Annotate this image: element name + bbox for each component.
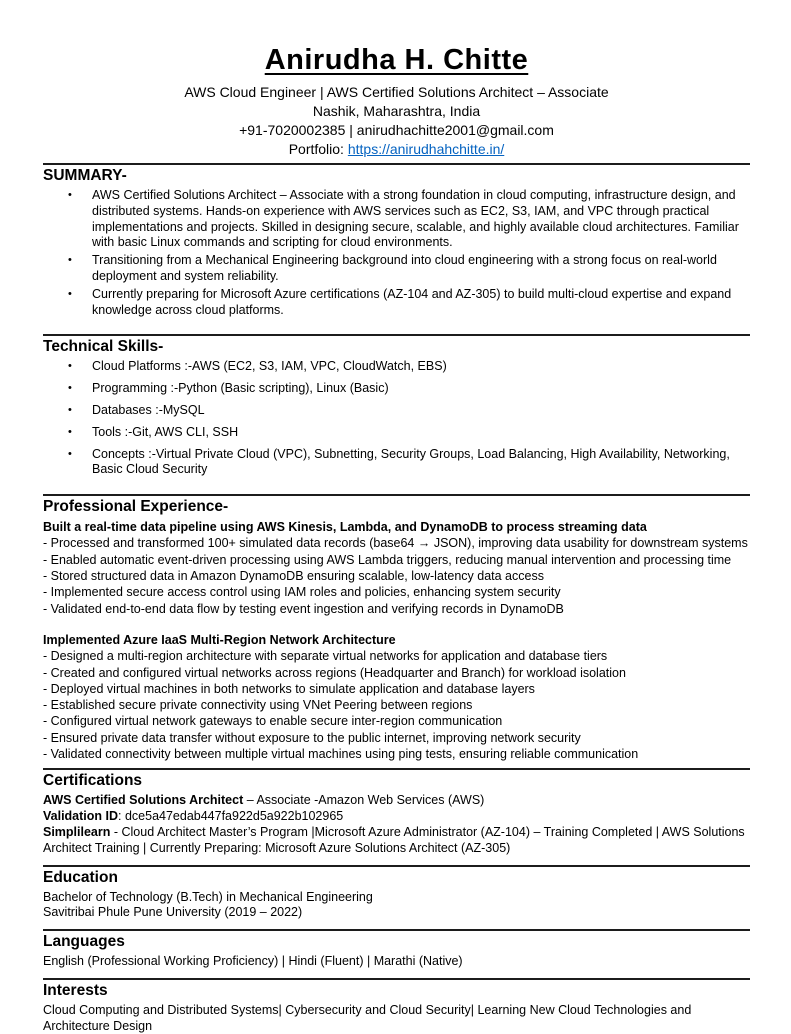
- experience-heading: Professional Experience-: [43, 498, 229, 516]
- list-item: [68, 381, 750, 397]
- certification-detail: – Associate -Amazon Web Services (AWS): [243, 793, 485, 808]
- skill-bullet: Programming :-Python (Basic scripting), Linux (Basic): [92, 381, 389, 396]
- skill-bullet: Concepts :-Virtual Private Cloud (VPC), Subnetting, Security Groups, Load Balancing, High Availability, Networking, Basic Cloud Security: [92, 446, 730, 477]
- languages-heading: Languages: [43, 933, 125, 951]
- divider: [43, 865, 750, 867]
- project-title: Built a real-time data pipeline using AWS Kinesis, Lambda, and DynamoDB to process streaming data: [43, 520, 647, 535]
- skills-list: [43, 359, 750, 478]
- list-item: [68, 447, 750, 479]
- education-university: Savitribai Phule Pune University (2019 – 2022): [43, 905, 303, 920]
- project-point: - Established secure private connectivity using VNet Peering between regions: [43, 698, 473, 713]
- candidate-name: Anirudha H. Chitte: [264, 44, 529, 76]
- bullet-icon: •: [68, 447, 72, 460]
- project-point: - Processed and transformed 100+ simulated data records (base64 → JSON), improving data usability for downstream systems: [43, 536, 748, 551]
- validation-id-value: : dce5a47edab447fa922d5a922b102965: [118, 809, 344, 824]
- section-languages: [43, 933, 750, 974]
- bullet-icon: •: [68, 403, 72, 416]
- bullet-icon: •: [68, 360, 72, 373]
- education-degree: Bachelor of Technology (B.Tech) in Mechanical Engineering: [43, 889, 373, 904]
- bullet-icon: •: [68, 287, 72, 300]
- skills-heading: Technical Skills-: [43, 338, 164, 356]
- section-experience: [43, 498, 750, 764]
- simplilearn-label: Simplilearn: [43, 824, 111, 839]
- experience-project: [43, 632, 750, 762]
- project-point: - Ensured private data transfer without exposure to the public internet, improving network security: [43, 730, 581, 745]
- certifications-heading: Certifications: [43, 772, 143, 790]
- candidate-title-line: AWS Cloud Engineer | AWS Certified Solutions Architect – Associate: [184, 84, 609, 100]
- section-skills: [43, 338, 750, 490]
- candidate-location: Nashik, Maharashtra, India: [312, 103, 481, 119]
- project-point: - Deployed virtual machines in both networks to simulate application and database layers: [43, 681, 535, 696]
- interests-line: Cloud Computing and Distributed Systems| Cybersecurity and Cloud Security| Learning New Cloud Technologies and Architecture Design: [43, 1002, 692, 1033]
- certification-aws-line: [43, 793, 750, 809]
- bullet-icon: •: [68, 189, 72, 201]
- project-point: - Implemented secure access control using IAM roles and policies, enhancing system security: [43, 585, 561, 600]
- project-point: - Configured virtual network gateways to enable secure inter-region communication: [43, 714, 503, 729]
- skill-bullet: Cloud Platforms :-AWS (EC2, S3, IAM, VPC, CloudWatch, EBS): [92, 359, 447, 374]
- summary-bullet: Currently preparing for Microsoft Azure certifications (AZ-104 and AZ-305) to build multi-cloud expertise and expand knowledge across cloud platforms.: [92, 286, 732, 317]
- interests-heading: Interests: [43, 981, 108, 999]
- project-point: - Validated end-to-end data flow by testing event ingestion and verifying records in DynamoDB: [43, 601, 564, 616]
- summary-heading: SUMMARY-: [43, 167, 127, 184]
- divider: [43, 929, 750, 931]
- list-item: [68, 253, 750, 285]
- divider: [43, 768, 750, 770]
- skill-bullet: Tools :-Git, AWS CLI, SSH: [92, 424, 239, 439]
- portfolio-line: [43, 140, 750, 159]
- bullet-icon: •: [68, 254, 72, 267]
- section-summary: [43, 167, 750, 330]
- certification-validation-line: [43, 809, 750, 825]
- education-heading: Education: [43, 868, 118, 886]
- project-title: Implemented Azure IaaS Multi-Region Network Architecture: [43, 632, 396, 647]
- section-interests: [43, 982, 750, 1034]
- simplilearn-detail: - Cloud Architect Master’s Program |Microsoft Azure Administrator (AZ-104) – Training Completed | AWS Solutions Architect Training | Currently Preparing: Microsoft Azure Solutions Architect (AZ-305): [43, 824, 745, 855]
- skill-bullet: Databases :-MySQL: [92, 402, 205, 417]
- portfolio-link[interactable]: https://anirudhahchitte.in/: [347, 141, 505, 157]
- project-point: - Created and configured virtual networks across regions (Headquarter and Branch) for workload isolation: [43, 665, 626, 680]
- list-item: [68, 188, 750, 251]
- list-item: [68, 403, 750, 419]
- divider-top: [43, 163, 750, 165]
- summary-list: [43, 188, 750, 318]
- summary-bullet: AWS Certified Solutions Architect – Associate with a strong foundation in cloud computing, infrastructure design, and distributed systems. Hands-on experience with AWS services such as EC2, S3, IAM, and VPC through practical implementations and projects. Skilled in designing secure, scalable, and highly available cloud architectures. Familiar with basic Linux commands and scripting for cloud environments.: [92, 188, 739, 250]
- validation-id-label: Validation ID: [43, 809, 119, 824]
- summary-bullet: Transitioning from a Mechanical Engineering background into cloud engineering with a strong focus on real-world deployment and system reliability.: [92, 253, 717, 283]
- certification-name: AWS Certified Solutions Architect: [43, 793, 244, 808]
- certification-simplilearn-line: [43, 825, 750, 857]
- project-point: - Validated connectivity between multiple virtual machines using ping tests, ensuring reliable communication: [43, 747, 639, 762]
- project-point: - Stored structured data in Amazon DynamoDB ensuring scalable, low-latency data access: [43, 569, 544, 584]
- section-education: [43, 869, 750, 926]
- languages-line: English (Professional Working Proficiency) | Hindi (Fluent) | Marathi (Native): [43, 954, 463, 969]
- resume-header: [43, 44, 750, 159]
- divider: [43, 978, 750, 980]
- list-item: [68, 287, 750, 319]
- list-item: [68, 359, 750, 375]
- bullet-icon: •: [68, 382, 72, 395]
- divider: [43, 334, 750, 336]
- project-point: - Enabled automatic event-driven processing using AWS Lambda triggers, reducing manual intervention and processing time: [43, 552, 732, 567]
- list-item: [68, 425, 750, 441]
- candidate-contact: +91-7020002385 | anirudhachitte2001@gmail.com: [239, 122, 554, 138]
- bullet-icon: •: [68, 425, 72, 438]
- section-certifications: [43, 772, 750, 860]
- project-point: - Designed a multi-region architecture with separate virtual networks for application and database tiers: [43, 649, 608, 664]
- portfolio-label: Portfolio:: [288, 141, 348, 157]
- experience-project: [43, 519, 750, 617]
- divider: [43, 494, 750, 496]
